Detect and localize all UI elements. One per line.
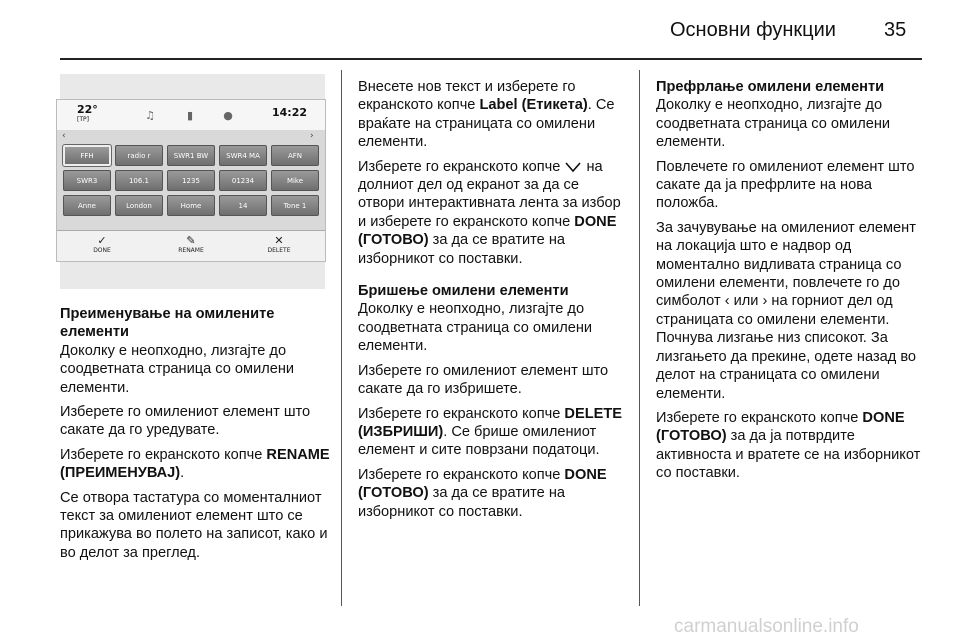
favourite-button[interactable]: 1235 <box>167 170 215 191</box>
clock: 14:22 <box>271 106 307 119</box>
status-bar <box>57 100 325 130</box>
delete-button[interactable] <box>249 234 309 254</box>
interaction-selector-bar <box>57 230 325 261</box>
paragraph: Повлечете го омилениот елемент што сакате да ја префрлите на нова положба. <box>656 158 915 212</box>
music-icon[interactable]: ♫ <box>145 108 155 122</box>
chevron-left-icon: ‹ <box>724 293 730 310</box>
scroll-right-icon[interactable]: › <box>310 131 314 141</box>
page-header-title: Основни функции <box>670 19 836 41</box>
favourite-button[interactable]: Home <box>167 195 215 216</box>
checkmark-icon: ✓ <box>97 234 107 247</box>
favourite-button[interactable]: radio r <box>115 145 163 166</box>
favourite-button[interactable]: SWR3 <box>63 170 111 191</box>
pencil-icon: ✎ <box>186 234 196 247</box>
paragraph: Изберете го омилениот елемент што сакате да го уредувате. <box>60 404 311 439</box>
favourite-button[interactable]: Mike <box>271 170 319 191</box>
column-divider <box>639 70 640 606</box>
favourite-button[interactable]: SWR4 MA <box>219 145 267 166</box>
favourite-button[interactable]: AFN <box>271 145 319 166</box>
page-number: 35 <box>884 19 907 41</box>
column-1 <box>60 305 330 568</box>
column-divider <box>341 70 342 606</box>
favourite-button[interactable]: FFH <box>63 145 111 166</box>
paragraph: Внесете нов текст и изберете го екранското копче Label (Етикета). Се враќате на страницата со омилени елементи. <box>358 79 615 151</box>
paragraph: Доколку е неопходно, лизгајте до соодветната страница со омилени елементи. <box>656 97 891 151</box>
favourite-button[interactable]: 14 <box>219 195 267 216</box>
paragraph: Доколку е неопходно, лизгајте до соодветната страница со омилени елементи. <box>60 342 295 396</box>
favourites-grid <box>63 145 319 216</box>
favourite-button[interactable]: London <box>115 195 163 216</box>
paragraph: Изберете го екранското копче RENAME (ПРЕИМЕНУВАЈ). <box>60 446 330 482</box>
favourite-button[interactable]: 106.1 <box>115 170 163 191</box>
temperature: 22° <box>77 103 98 116</box>
close-icon: ✕ <box>274 234 284 247</box>
paragraph: Изберете го омилениот елемент што сакате да го избришете. <box>358 362 609 398</box>
chevron-down-icon <box>564 161 582 173</box>
phone-icon[interactable]: ▮ <box>186 108 194 122</box>
column-2 <box>358 78 628 527</box>
section-heading-move: Префрлање омилени елементи <box>656 79 885 95</box>
navigation-icon[interactable]: ● <box>223 108 233 122</box>
done-label: DONE <box>93 247 111 254</box>
header-rule <box>60 58 922 60</box>
paragraph: Изберете го екранското копче на долниот дел од екранот за да се отвори интерактивната лента за избор и изберете го екранското копче DONE (ГОТОВО) за да се вратите на изборникот со поставки. <box>358 158 621 267</box>
done-button[interactable] <box>72 234 132 254</box>
paragraph: Се отвора тастатура со моменталниот текст за омилениот елемент што се прикажува во полето на записот, како и во делот за преглед. <box>60 489 328 561</box>
section-heading-rename: Преименување на омилените елементи <box>60 306 275 341</box>
favourite-button[interactable]: SWR1 BW <box>167 145 215 166</box>
watermark: carmanualsonline.info <box>674 616 859 637</box>
chevron-right-icon: › <box>762 293 768 310</box>
column-3 <box>656 78 924 489</box>
traffic-program-indicator: [TP] <box>77 116 89 123</box>
rename-button[interactable] <box>161 234 221 254</box>
section-heading-delete: Бришење омилени елементи <box>358 283 569 300</box>
paragraph: Доколку е неопходно, лизгајте до соодветната страница со омилени елементи. <box>358 301 593 355</box>
favourite-button[interactable]: 01234 <box>219 170 267 191</box>
favourite-button[interactable]: Tone 1 <box>271 195 319 216</box>
paragraph: За зачувување на омилениот елемент на локација што е надвор од моментално видливата страница со омилени елементи, повлечете го до симболот ‹ или › на горниот дел од страницата со омилени елементи. Почнува лизгање низ списокот. За лизгањето да прекине, одете назад во делот на страницата со омилени елементи. <box>656 219 917 402</box>
infotainment-screen <box>56 99 326 262</box>
paragraph: Изберете го екранското копче DELETE (ИЗБРИШИ). Се брише омилениот елемент и сите поврзани податоци. <box>358 405 622 459</box>
delete-label: DELETE <box>267 247 291 254</box>
scroll-left-icon[interactable]: ‹ <box>62 131 66 141</box>
favourite-button[interactable]: Anne <box>63 195 111 216</box>
paragraph: Изберете го екранското копче DONE (ГОТОВО) за да ја потврдите активноста и вратете се на изборникот со поставки. <box>656 409 921 482</box>
rename-label: RENAME <box>178 247 204 254</box>
paragraph: Изберете го екранското копче DONE (ГОТОВО) за да се вратите на изборникот со поставки. <box>358 466 607 520</box>
